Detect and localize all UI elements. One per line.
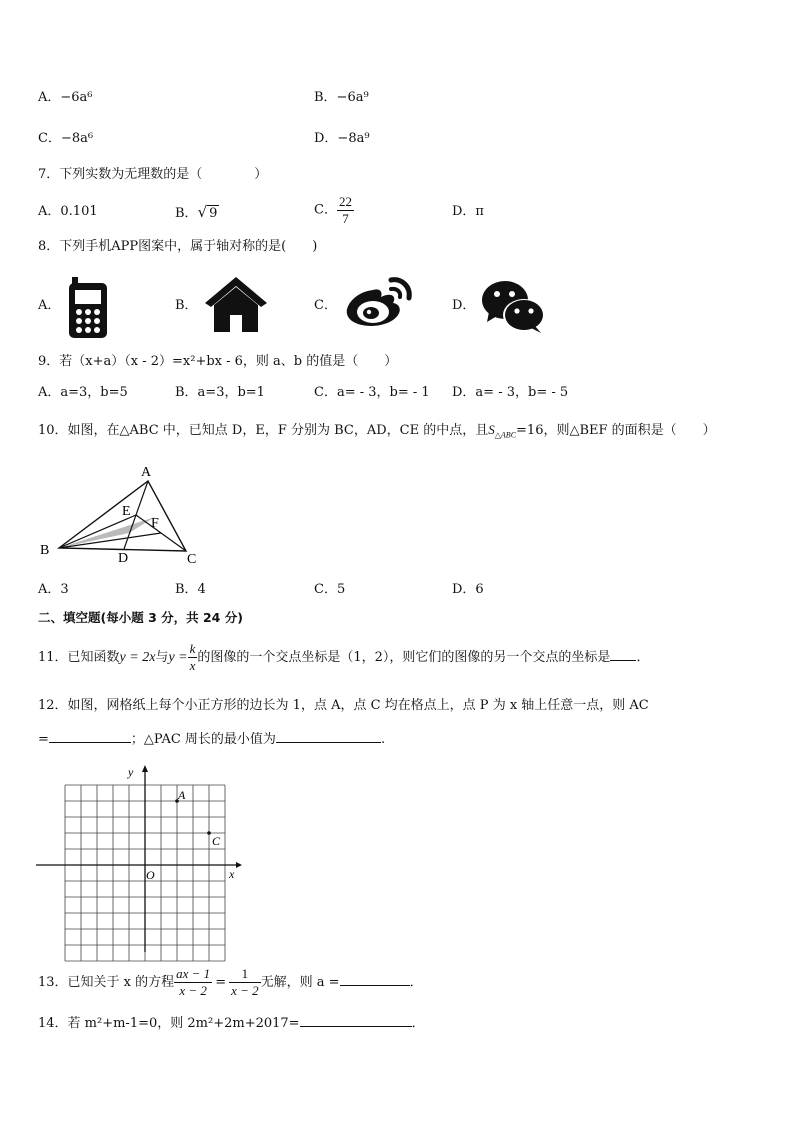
q7-stem: 7．下列实数为无理数的是（ ） xyxy=(38,167,268,182)
label-y-axis: y xyxy=(128,765,134,779)
q9-option-a: A．a=3，b=5 xyxy=(38,385,128,400)
q9-option-d: D．a= - 3，b= - 5 xyxy=(452,385,569,400)
q12-line2-end: . xyxy=(380,732,386,747)
fraction-numerator: k xyxy=(189,641,196,656)
q11 xyxy=(38,640,649,676)
area-value: =16 xyxy=(516,423,544,438)
y-axis-arrow xyxy=(142,765,148,772)
q6-option-c: C．−8a⁶ xyxy=(38,131,94,146)
phone-app-icon xyxy=(66,277,110,339)
point-c xyxy=(207,831,211,835)
q11-fraction xyxy=(188,641,198,674)
q12-line2-pre: = xyxy=(38,732,49,747)
label-c: C xyxy=(187,552,197,567)
q10-stem-part1: 10．如图，在△ABC 中，已知点 D，E，F 分别为 BC，AD，CE 的中点，且 xyxy=(38,423,489,438)
q7-option-b-radicand: 9 xyxy=(209,206,218,221)
q10-option-b: B．4 xyxy=(175,582,206,597)
q14-text: 14．若 m²+m-1=0，则 2m²+2m+2017= xyxy=(38,1016,300,1031)
sqrt-symbol: √ xyxy=(197,203,208,221)
q7-option-c-prefix: C． xyxy=(314,202,337,218)
area-symbol: S xyxy=(488,422,495,437)
q13-end: ． xyxy=(409,975,423,990)
q13-answer-blank[interactable] xyxy=(340,971,410,986)
fraction-numerator: 22 xyxy=(338,194,352,209)
area-subscript: △ABC xyxy=(494,430,517,440)
q12-line2 xyxy=(38,728,385,749)
q10-option-d: D．6 xyxy=(452,582,484,597)
q7-option-c xyxy=(314,194,354,227)
label-origin: O xyxy=(146,868,155,882)
q11-answer-blank[interactable] xyxy=(610,646,636,661)
q7-option-a: A．0.101 xyxy=(38,204,98,219)
label-x-axis: x xyxy=(229,867,235,881)
q7-option-d: D．π xyxy=(452,204,484,219)
q13 xyxy=(38,963,423,1003)
fraction-denominator: 7 xyxy=(342,211,349,226)
q10-option-c: C．5 xyxy=(314,582,346,597)
q10-option-a: A．3 xyxy=(38,582,69,597)
fraction-numerator: ax − 1 xyxy=(176,966,211,981)
q12-answer-blank-2[interactable] xyxy=(276,728,381,743)
q14-answer-blank[interactable] xyxy=(300,1012,412,1027)
fraction-numerator: 1 xyxy=(229,966,261,983)
fraction-denominator: x − 2 xyxy=(179,983,207,998)
q13-equals: = xyxy=(215,975,227,990)
q10-stem xyxy=(38,421,716,445)
label-point-a: A xyxy=(178,788,186,802)
fraction-denominator: x − 2 xyxy=(231,983,259,998)
q11-post: 的图像的一个交点坐标是（1，2），则它们的图像的另一个交点的坐标是 xyxy=(197,650,611,665)
q8-option-c: C． xyxy=(314,298,337,313)
q13-rhs-fraction xyxy=(229,966,261,999)
q14-end: ． xyxy=(411,1016,425,1031)
q7-option-c-fraction xyxy=(337,194,354,227)
label-a: A xyxy=(141,465,152,480)
q12-line1: 12．如图，网格纸上每个小正方形的边长为 1，点 A，点 C 均在格点上，点 P 为 x 轴上任意一点，则 AC xyxy=(38,698,649,713)
q10-stem-part2: ，则△BEF 的面积是（ ） xyxy=(543,423,716,438)
q9-stem: 9．若（x+a）（x - 2）=x²+bx - 6，则 a、b 的值是（ ） xyxy=(38,354,398,369)
shaded-triangle-bef xyxy=(59,517,155,548)
q6-option-d: D．−8a⁹ xyxy=(314,131,370,146)
home-app-icon xyxy=(204,275,268,333)
q11-function-2-lhs: y = xyxy=(168,650,188,665)
q12-answer-blank-1[interactable] xyxy=(49,728,131,743)
q7-option-b-prefix: B． xyxy=(175,206,198,221)
q8-option-b: B． xyxy=(175,298,198,313)
q6-option-a: A．−6a⁶ xyxy=(38,90,93,105)
q8-stem: 8．下列手机APP图案中，属于轴对称的是( ) xyxy=(38,239,318,254)
coordinate-grid-figure xyxy=(36,764,246,956)
label-e: E xyxy=(122,504,131,519)
triangle-figure xyxy=(38,462,208,572)
q13-pre: 13．已知关于 x 的方程 xyxy=(38,975,175,990)
label-f: F xyxy=(151,516,159,531)
q11-function-1: y = 2x xyxy=(119,650,156,665)
q12-line2-mid: ；△PAC 周长的最小值为 xyxy=(130,732,276,747)
q9-option-b: B．a=3，b=1 xyxy=(175,385,265,400)
q11-mid: 与 xyxy=(155,650,169,665)
x-axis-arrow xyxy=(236,862,242,868)
label-d: D xyxy=(118,551,129,566)
q11-end: ． xyxy=(636,650,650,665)
section-heading: 二、填空题(每小题 3 分，共 24 分) xyxy=(38,610,243,625)
q11-pre: 11．已知函数 xyxy=(38,650,120,665)
label-point-c: C xyxy=(212,834,221,848)
wechat-app-icon xyxy=(481,280,547,334)
label-b: B xyxy=(40,543,50,558)
q13-lhs-fraction xyxy=(174,966,212,999)
q13-post: 无解，则 a = xyxy=(260,975,340,990)
q6-option-b: B．−6a⁹ xyxy=(314,90,369,105)
q8-option-d: D． xyxy=(452,298,476,313)
q7-option-b xyxy=(175,203,219,223)
weibo-app-icon xyxy=(343,272,415,330)
q9-option-c: C．a= - 3，b= - 1 xyxy=(314,385,430,400)
q8-option-a: A． xyxy=(38,298,61,313)
q14 xyxy=(38,1012,425,1033)
fraction-denominator: x xyxy=(189,658,196,673)
